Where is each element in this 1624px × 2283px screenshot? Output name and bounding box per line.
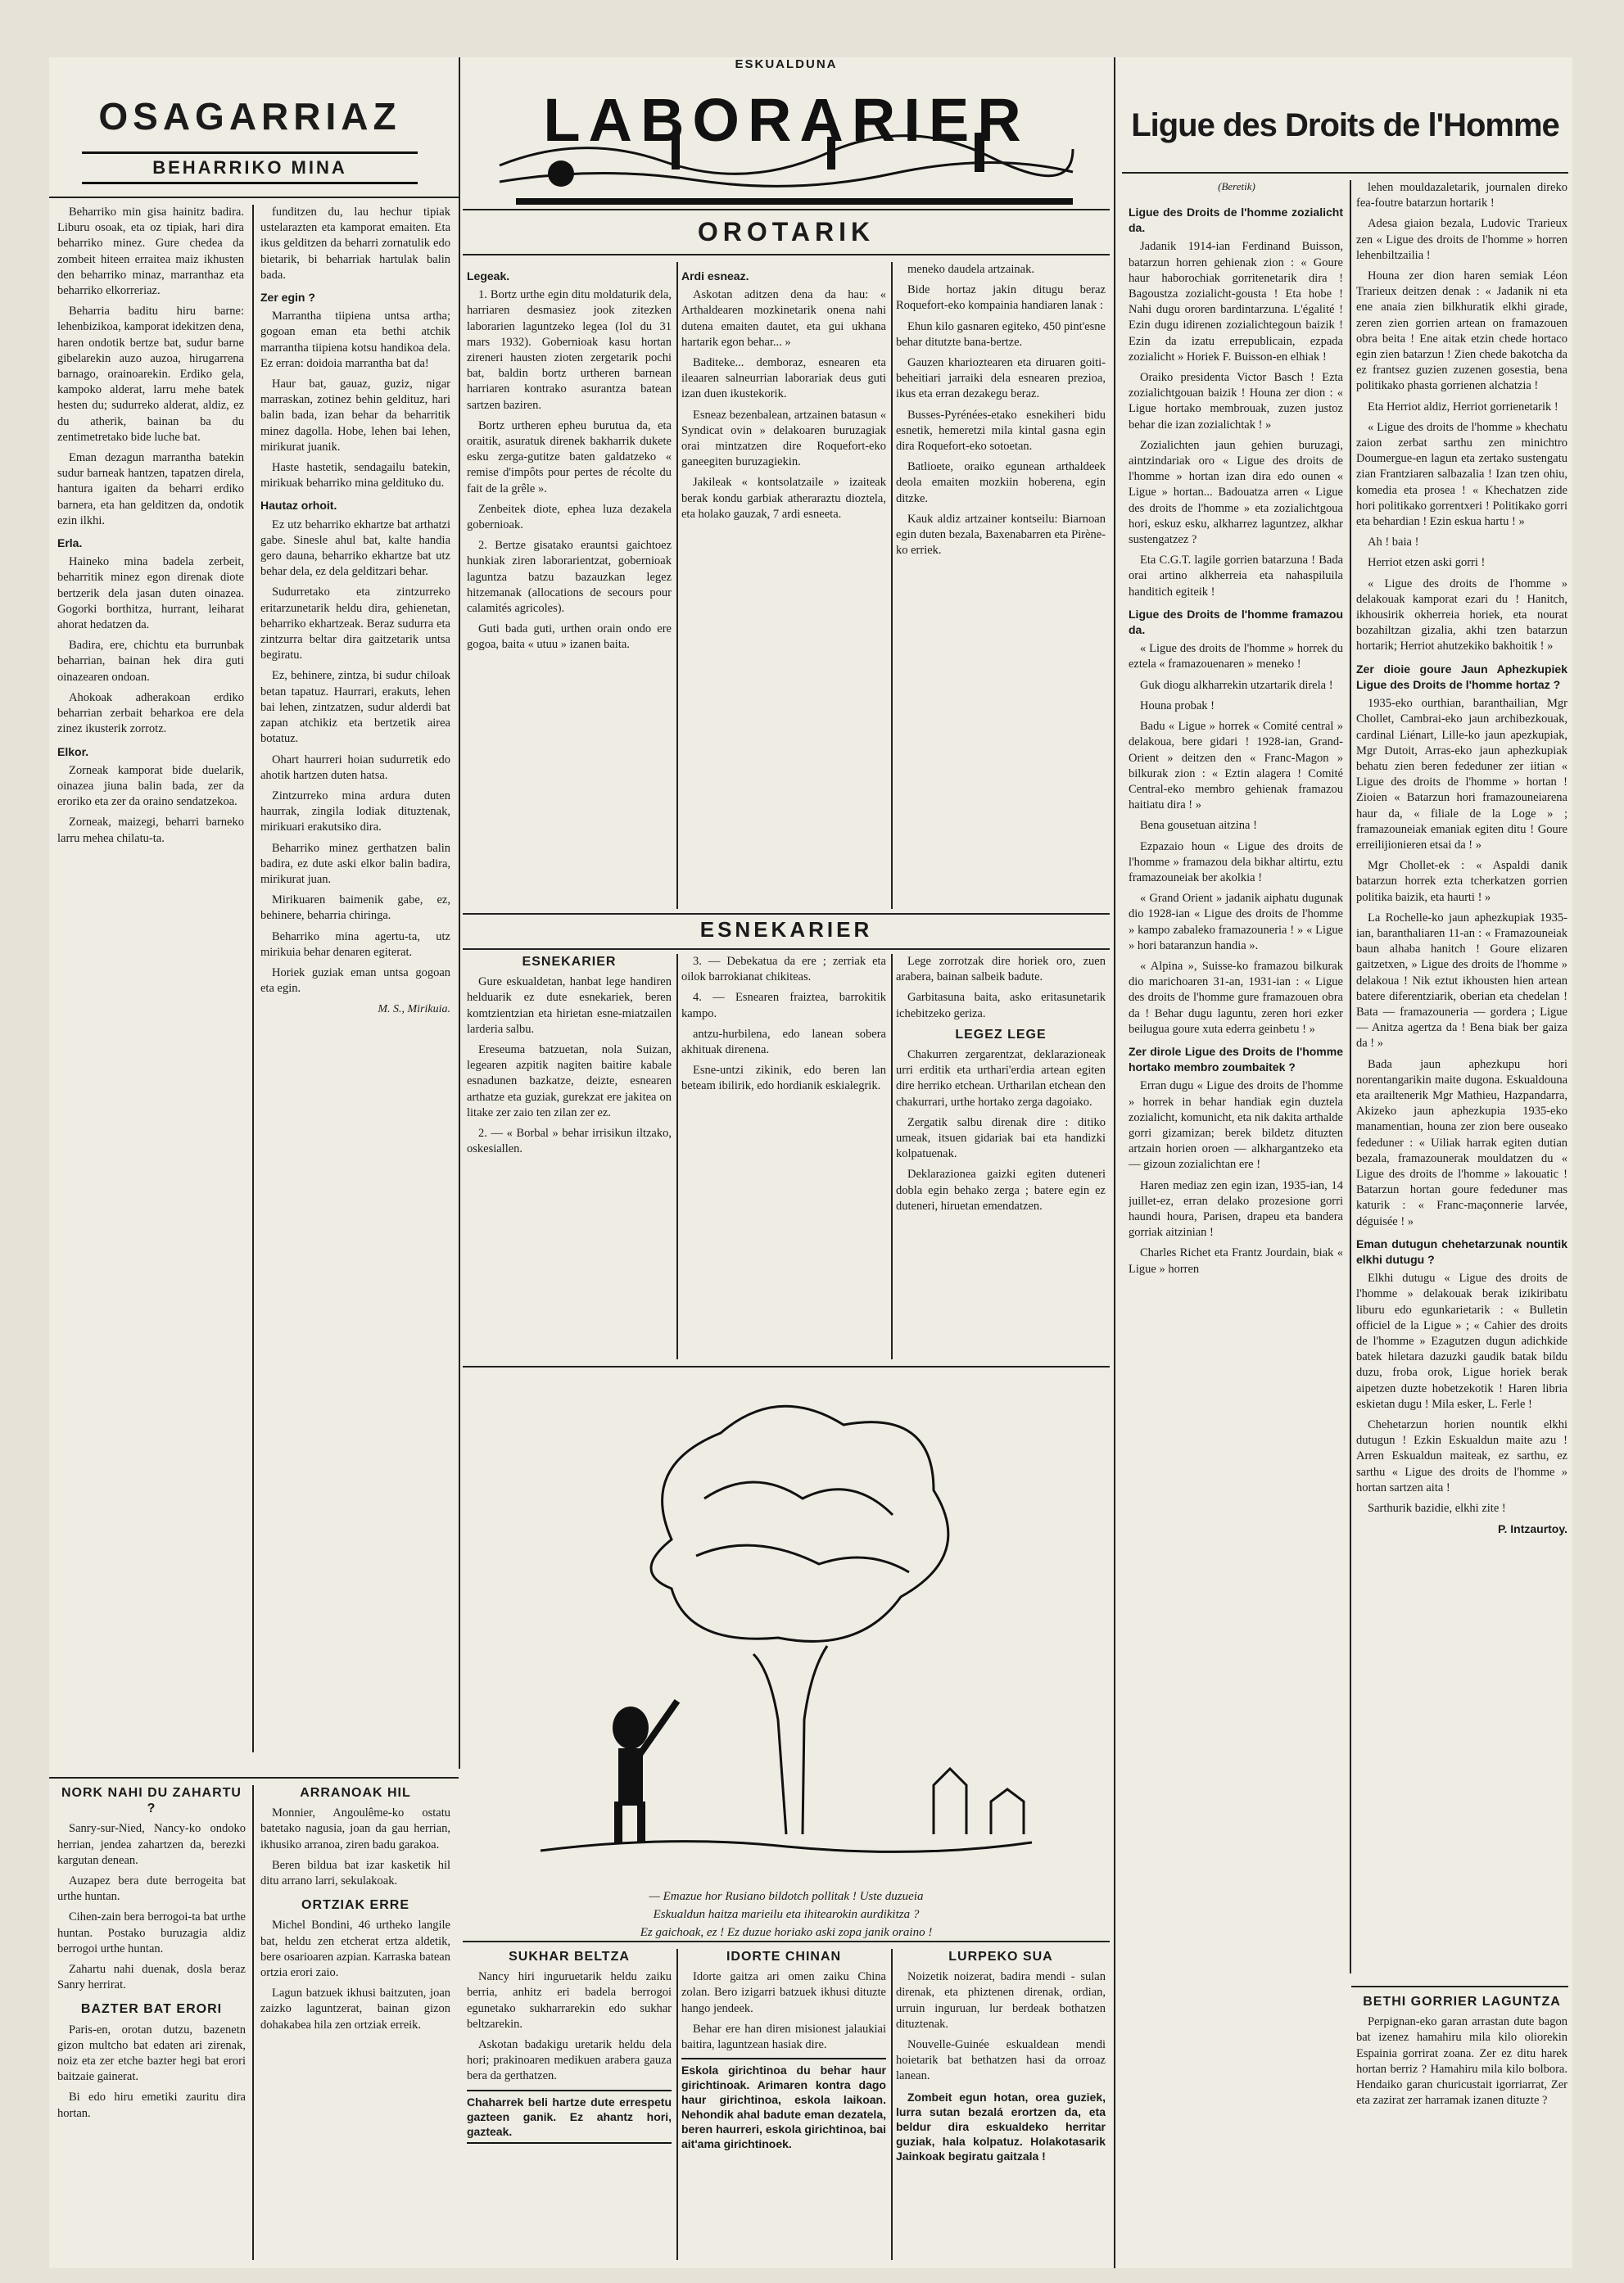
ligue-subheading: Zer dioie goure Jaun Aphezkupiek Ligue des Droits de l'homme hortaz ? [1356,662,1567,691]
paragraph: Badira, ere, chichtu eta burrunbak beharrian, bainan hek dira guti oinazearen ondoan. [57,639,244,684]
legeak-heading: Legeak. [467,269,510,283]
paragraph: Beren bildua bat izar kasketik hil ditu arrano larri, sekulakoak. [260,1858,450,1888]
paragraph: lehen mouldazaletarik, journalen direko fea-foutre batarzun hortarik ! [1356,181,1567,210]
paragraph: Gauzen kharioztearen eta diruaren goiti-beheitiari jarraiki dela esnearen prezioa, ikus eta erran dezakegu beraz. [896,356,1106,401]
idorte-note: Eskola girichtinoa du behar haur girichtinoak. Arimaren kontra dago haur girichtinoa, eskola laikoan. Nehondik ahal badute eman dezatela, beren haurreri, eskola girichtinoa, bai ait'ama girichtinoek. [681,2058,886,2151]
paragraph: Perpignan-eko garan arrastan dute bagon bat izenez hamahiru mila kilo oliorekin Espainia gorrirat zoana. Zer ez ditu harek hortan berriz ? Hamahiru mila kilo bolbora. Hendaiko garan churicustait igorriarrat, Zer eta zazirat zer harramak izanen dituzte ? [1356,2015,1567,2108]
paper-name: ESKUALDUNA [735,57,838,71]
paragraph: Charles Richet eta Frantz Jourdain, biak « Ligue » horren [1129,1246,1343,1276]
paragraph: Marrantha tiipiena untsa artha; gogoan eman eta bethi atchik marrantha tiipiena kotsu handikoa dela. Ez erran: doidoia marrantha bat da! [260,310,450,370]
legez-lege-heading: LEGEZ LEGE [955,1027,1047,1042]
paragraph: Michel Bondini, 46 urtheko langile bat, heldu zen etcherat ertza aldetik, bere osarioaren azpian. Karraska batean ortzia erori zaio. [260,1919,450,1980]
paragraph: Mgr Chollet-ek : « Aspaldi danik batarzun horrek ezta tcherkatzen gorrien politika baizik, eta haurti ! » [1356,859,1567,904]
paragraph: Ez, behinere, zintza, bi sudur chiloak betan tapatuz. Haurrari, erakuts, lehen bai lehen, zintzatzen, sudur alderdi bat zapan atchikiz eta bertzetik airea botatuz. [260,669,450,746]
paragraph: Bide hortaz jakin ditugu beraz Roquefort-eko kompainia handiaren lanak : [896,283,1106,313]
paragraph: Beharriko minez gerthatzen balin badira, ez dute aski elkor balin badira, mirikurat juan. [260,841,450,886]
bethi-gorrier-column [1356,1994,1567,2256]
ligue-subheading: Eman dutugun chehetarzunak nountik elkhi dutugu ? [1356,1236,1567,1266]
paragraph: Zintzurreko mina ardura duten haurrak, zingila lodiak dituztenak, mirikuari erakutsiko dira. [260,789,450,834]
osagarriaz-subtitle: BEHARRIKO MINA [82,151,418,184]
paragraph: Beharriko min gisa hainitz badira. Liburu osoak, eta oz tipiak, hari dira beharriko minez. Gure chedea da zombeit hiteen erraitea maiz ikhusten den beharriko minaz, marranthaz eta beharriko elkorreriaz. [57,206,244,298]
ligue-subheading: Ligue des Droits de l'homme framazou da. [1129,607,1343,637]
paragraph: Haren mediaz zen egin izan, 1935-ian, 14 juillet-ez, erran delako prozesione gorri haundi houra, Parisen, drapeu eta bandera gorriak aitzinian ! [1129,1178,1343,1240]
paragraph: Mirikuaren baimenik gabe, ez, behinere, beharria chiringa. [260,893,450,923]
laborarier-banner [483,75,1089,206]
paragraph: Paris-en, orotan dutzu, bazenetn gizon multcho bat edaten ari zirenak, noiz eta zer etche bazter hegi bat erori baitzaie gainerat. [57,2023,246,2084]
paragraph: Ezpazaio houn « Ligue des droits de l'homme » framazou dela bikhar altirtu, eztu framazouneiak ber akolkia ! [1129,839,1343,884]
signature: M. S., Mirikuia. [378,1003,450,1016]
lurpeko-column [896,1949,1106,2260]
arranoak-heading: ARRANOAK HIL [300,1786,411,1800]
paragraph: Garbitasuna baita, asko eritasunetarik ichebitzeko geriza. [896,991,1106,1020]
paragraph: Esneaz bezenbalean, artzainen batasun « Syndicat ovin » delakoaren buruzagiak orai mintzatzen dire Roquefort-eko ganeegiten buruzagiekin. [681,408,886,469]
nork-heading: NORK NAHI DU ZAHARTU ? [61,1786,242,1816]
paragraph: Zorneak, maizegi, beharri barneko larru mehea chilatu-ta. [57,816,244,845]
paragraph: Ehun kilo gasnaren egiteko, 450 pint'esne behar ditutzte bana-bertze. [896,319,1106,349]
paragraph: Eman dezagun marrantha batekin sudur barneak hantzen, tapatzen direla, hantura igaiten da beharri erdiko barnera, eta han gelditzen da, ondotik ezin ilkhi. [57,451,244,527]
esnekarier-column-2 [681,954,886,1359]
caption-line: Eskualdun haitza marieilu eta ihitearokin aurdikitza ? [653,1908,920,1921]
paragraph: Guk diogu alkharrekin utzartarik direla ! [1140,678,1333,692]
paragraph: Badu « Ligue » horrek « Comité central » delakoua, bere gidari ! 1928-ian, Grand-Orient » deitzen den « Franc-Magon » bilkurak zion : « Eztin alagera ! Comité Central-eko membro gehienak framazou haitiatu dira ! » [1129,720,1343,812]
paragraph: Lagun batzuek ikhusi baitzuten, joan zaizko laguntzerat, bainan gizon dohakabea hila zen ortziak erreik. [260,1987,450,2032]
paragraph: Ereseuma batzuetan, nola Suizan, legearen azpitik nagiten baitire kabale esnadunen bazkatze, deizte, esnearen arthatze eta guziak, gurekzat ere jakitea on litake zer zaio ten zilan zer ez. [467,1043,672,1119]
sukhar-heading: SUKHAR BELTZA [509,1950,630,1964]
paragraph: Noizetik noizerat, badira mendi - sulan direnak, eta phiztenen direnak, ordian, urruin inguruan, lur berdeak bothatzen dituztenak. [896,1970,1106,2031]
paragraph: « Ligue des droits de l'homme » horrek du eztela « framazouenaren » meneko ! [1129,642,1343,671]
paragraph: Zozialichten jaun gehien buruzagi, aintzindariak oro « Ligue des droits de l'homme » hortan izan dira edo ounen « Ligue » hortan... Badouatza arren « Ligue des droits de l'homme » eta zozialichtgoua hori, eskuz esku, alkharrez laguntzez, alkhar sustengatzez ? [1129,438,1343,547]
erla-heading: Erla. [57,536,83,550]
esnekarier-column-3 [896,954,1106,1359]
paragraph: 2. Bertze gisatako erauntsi gaichtoez hunkiak ziren laborarientzat, gobernioak laguntza batzu bazauzkan legez hitzemanak (allocations de secours pour calamités agricoles). [467,539,672,616]
paragraph: Houna probak ! [1140,698,1215,712]
ligue-column-1 [1129,198,1343,1975]
caricature-illustration [508,1376,1065,1883]
paragraph: Zergatik salbu direnak dire : ditiko umeak, itsuen gidariak bai eta handizki kolpatuenak. [896,1115,1106,1161]
paragraph: 1. Bortz urthe egin ditu moldaturik dela, harriaren desmasiez jook zitezken laborarien laguntzeko legea (Iol du 31 mars 1932). Gobernioak kasu hortan zireneri hausten zioten zergetarik pochi bat, baldin bortz urtheren barnean harriaren kontrako asurantza batean sartzen baziren. [467,288,672,412]
paragraph: Sudurretako eta zintzurreko eritarzunetarik heldu dira, gehienetan, beharriko ekhartzeak. Beraz sudurra eta zintzurra beltar dira gaitzetarik untsa begiratu. [260,585,450,662]
paragraph: Oraiko presidenta Victor Basch ! Ezta zozialichtgouan baizik ! Houna zer dion : « Ligue hortako membrouak, zuzen justoz behar die izan zozialichtak ! » [1129,371,1343,432]
esnekarier-column-1 [467,954,672,1359]
ligue-title: Ligue des Droits de l'Homme [1131,107,1559,143]
ortziak-heading: ORTZIAK ERRE [301,1898,409,1913]
paragraph: Behar ere han diren misionest jalaukiai baitira, laguntzean hasiak dire. [681,2022,886,2052]
paragraph: Houna zer dion haren semiak Léon Trarieux deitzen denak : « Jadanik ni eta ene anaia zien bilkhuratik elkhi girade, zeren zien gorrien artean on framazouen obra beita ! Ene aitak etzin chede hortaco egin zien batarzun ! Zien chede bakotcha da ez frantsez guzien zuzenen gosestia, bena politikako phasta gorrienen alchatzia ! [1356,269,1567,393]
osagarriaz-column-2 [260,205,450,1752]
paragraph: Eta Herriot aldiz, Herriot gorrienetarik ! [1368,400,1558,414]
paragraph: Herriot etzen aski gorri ! [1368,556,1486,570]
paragraph: Beharria baditu hiru barne: lehenbizikoa, kamporat idekitzen dena, haren ondotik bertze bat, sudur barne gibelarekin auzo auzoa, hirugarrena barnago, orainoarekin. Erdiko gela, kampoko alderat, larru mehe batek hesten du; sudurreko alderat, aldiz, ez du atherik, bainan ba du zentimetretako bide luche bat. [57,305,244,444]
paragraph: Ahokoak adherakoan erdiko beharrian zerbait beharkoa ere dela zinez ikusterik zorrotz. [57,690,244,736]
paragraph: Guti bada guti, urthen orain ondo ere gogoa, baita « utuu » izanen baita. [467,622,672,652]
paragraph: meneko daudela artzainak. [907,263,1034,276]
ligue-byline: (Beretik) [1218,180,1255,192]
paragraph: Chehetarzun horien nountik elkhi dutugun ! Ezkin Eskualdun maite azu ! Arren Eskualdun maiteak, ez sarthu, ez sarthu « Ligue des droits de l'homme » hortan sartzen aita ! [1356,1418,1567,1494]
paragraph: Bortz urtheren epheu burutua da, eta oraitik, asuratuk direnek bakharrik dukete esku zerga-gutitze baten galdatzeko « remise d'impôts pour pertes de récolte du fait de la grêle ». [467,418,672,495]
paragraph: Ah ! baia ! [1368,536,1419,549]
idorte-column [681,1949,886,2260]
paragraph: Nancy hiri inguruetarik heldu zaiku berria, anhitz eri badela berrogoi egunetako sukharrarekin edo sukhar beltzarekin. [467,1970,672,2031]
paragraph: Zombeit egun hotan, orea guziek, lurra sutan bezalá erortzen da, eta beldur dira eskualdeko herritar guziak, hala kolpatuz. Holakotasarik Jainkoak begiratu gaitzala ! [896,2090,1106,2163]
paragraph: Cihen-zain bera berrogoi-ta bat urthe huntan. Postako buruzagia aldiz berrogoi urthe huntan. [57,1910,246,1955]
paragraph: Bena gousetuan aitzina ! [1140,819,1257,833]
paragraph: La Rochelle-ko jaun aphezkupiak 1935-ian, baranthaliaren 11-an : « Framazouneiak baun alhaba hanitch ! Goure elizaren gaitzetxen, » Ligue des droits de l'homme » delakoua ! Nik eztut ikhousten hien artean batere diferentziarik, oberian eta chedelan ! Bata — framazouneria — gordera ; Ligue — Anitza agertza da ! Bena biak ber gaiza da ! » [1356,911,1567,1051]
ligue-subheading: Ligue des Droits de l'homme zozialicht da. [1129,206,1343,235]
sukhar-column [467,1949,672,2260]
paragraph: Idorte gaitza ari omen zaiku China zolan. Bero izigarri batzuek ikhusi dituzte hango jendeek. [681,1970,886,2015]
paragraph: Nouvelle-Guinée eskualdean mendi hoietarik bat bethatzen hasi da orroaz lanean. [896,2038,1106,2083]
bottom-column-1 [57,1785,246,2260]
paragraph: Zahartu nahi duenak, dosla beraz Sanry herrirat. [57,1963,246,1992]
paragraph: Deklarazionea gaizki egiten duteneri dobla egin behako zerga ; batere egin ez duteneri, hiruetan emendatzen. [896,1168,1106,1213]
legeak-column [467,262,672,909]
ligue-column-2 [1356,180,1567,1973]
paragraph: « Ligue des droits de l'homme » delakouak kamporat ezari du ! Hanitch, ikhousirik okherreia horiek, eta nourat bozahiltzan gizalia, akhi tzen batarzun hortarik; Herriot ahutzekiko bakhoitik ! » [1356,576,1567,653]
paragraph: Zorneak kamporat bide duelarik, oinazea jiuna balin bada, zer da eroriko eta zer da oraino sendatzekoa. [57,763,244,809]
paragraph: Auzapez bera dute berrogeita bat urthe huntan. [57,1874,246,1904]
paragraph: Baditeke... demboraz, esnearen eta ileaaren salneurrian laborariak deus guti izan duen ikustekorik. [681,356,886,401]
osagarriaz-column-1 [57,205,244,1752]
paragraph: Eta C.G.T. lagile gorrien batarzuna ! Bada orai artino alkherreia eta nahaspiluila handitich egiteik ! [1129,554,1343,599]
laborarier-title: LABORARIER [543,86,1029,154]
paragraph: 4. — Esnearen fraiztea, barrokitik kampo. [681,991,886,1020]
paragraph: Bada jaun aphezkupu hori norentangarikin maite dugona. Eskualdouna eta arailtenerik Mgr Mathieu, Hazpandarra, Akizeko jaun aphezkupia 1935-eko manamentian, houna zer zion bere ouseako fededuner : « Uiliak harrak egiten dutian bezala, framazounerak mouldatzen du « Ligue des droits de l'homme » lakouatic ! Batarzun hortan goure fededuner mas katurik : « Franc-maçonnerie larvée, déguisée ! » [1356,1057,1567,1228]
paragraph: antzu-hurbilena, edo lanean sobera akhituak direnena. [681,1027,886,1057]
paragraph: Zenbeitek diote, ephea luza dezakela gobernioak. [467,502,672,532]
newspaper-page [49,57,1572,2268]
hautaz-heading: Hautaz orhoit. [260,499,337,513]
esnekarier-small-heading: ESNEKARIER [522,955,617,969]
paragraph: Batlioete, oraiko egunean arthaldeek deola emaiten mozkiin hoberena, egin ditzke. [896,460,1106,505]
paragraph: Adesa giaion bezala, Ludovic Trarieux zen « Ligue des droits de l'homme » horren lehenbiltzailia ! [1356,217,1567,262]
paragraph: Busses-Pyrénées-etako esnekiheri bidu esnetik, hemeretzi mila kintal gasna egin dira Roquefort-eko sotoetan. [896,408,1106,454]
paragraph: Askotan aditzen dena da hau: « Arthaldearen mozkinetarik onena nahi dutena emaiten dautet, eta gui ukhana hartarik egon behar... » [681,288,886,349]
paragraph: Lege zorrotzak dire horiek oro, zuen arabera, bainan salbeik badute. [896,955,1106,984]
orotarik-title: OROTARIK [697,217,875,246]
esnekarier-title: ESNEKARIER [699,917,873,942]
paragraph: Monnier, Angoulême-ko ostatu batetako nagusia, joan da gau herrian, ikhusiko arranoa, ziren badu garakoa. [260,1806,450,1851]
paragraph: « Grand Orient » jadanik aiphatu dugunak dio 1928-ian « Ligue des droits de l'homme » kampo zabaleko framazouneria ! » « Ligue » hori bataranzun handia ». [1129,892,1343,952]
tree-with-axeman-drawing [508,1376,1065,1883]
paragraph: 2. — « Borbal » behar irrisikun iltzako, oskesiallen. [467,1127,672,1156]
paragraph: Haur bat, gauaz, guziz, nigar marraskan, zotinez behin geldituz, hari balin bada, izan behar da beharritik minez dagolla. Hobe, lehen bai lehen, mirikurat juanik. [260,377,450,454]
paragraph: Jakileak « kontsolatzaile » izaiteak berak kondu garbiak atheraraztu dioztela, eta holako gauzak, 7 ardi esneeta. [681,476,886,521]
paragraph: « Alpina », Suisse-ko framazou bilkurak dio marichoaren 31-an, 1931-ian : « Ligue des droits de l'homme gure framazouen obra da ! Behar dugu laguntu, zeren hori ezker beilugua goure xuta ederra geinbetu ! » [1129,959,1343,1036]
paragraph: Askotan badakigu uretarik heldu dela hori; prakinoaren medikuen arabera gauza bera da gerthatzen. [467,2038,672,2083]
caricature-caption [463,1887,1110,1942]
paragraph: Gure eskualdetan, hanbat lege handiren helduarik ez dute esnekariek, beren komtzientzian eta hirietan esne-miatzailen larderia salbu. [467,975,672,1036]
paragraph: Elkhi dutugu « Ligue des droits de l'homme » delakouak berak izikiribatu liburu edo egunkarietarik : « Bulletin officiel de la Ligue » ; « Cahier des droits de l'homme » Ezagutzen dugun adichkide batek hiletara dazuzki gaudik batak bildu duzu, froba orok, Ligue horiek berak aipetzen duzte hobetzekotik ! Haren libria eskietan dugu ! Mila esker, L. Ferle ! [1356,1272,1567,1411]
paragraph: Ohart haurreri hoian sudurretik edo ahotik hartzen duten hatsa. [260,753,450,782]
paragraph: Sarthurik bazidie, elkhi zite ! [1368,1502,1506,1516]
bazter-heading: BAZTER BAT ERORI [80,2002,223,2017]
elkor-heading: Elkor. [57,744,89,758]
sukhar-note: Chaharrek beli hartze dute errespetu gazteen ganik. Ez ahantz hori, gazteak. [467,2090,672,2144]
caption-line: — Emazue hor Rusiano bildotch pollitak ! Uste duzueia [649,1890,924,1903]
paragraph: 1935-eko ourthian, baranthailian, Mgr Chollet, Cambrai-eko jaun archibezkouak, cardinal Liénart, Lille-ko jaun apezkupiak, Mgr Dutoit, Arras-eko jaun aphezkupiak behatu zien beren fededuner zer iitian « Ligue des droits de l'homme » hortan ! Zioien « Batarzun hori framazouneiarena haur da, « filiale de la Loge » ; framazouneiak emaniak egiten ditu ! Goure erreilijionieren etsai da ! » [1356,697,1567,852]
ardi-esneaz-heading: Ardi esneaz. [681,269,749,283]
paragraph: funditzen du, lau hechur tipiak ustelarazten eta kamporat emaiten. Eta ikus gelditzen da beharri zornatulik edo bietarik, bi beharriak hartulak balin bada. [260,206,450,282]
paragraph: Kauk aldiz artzainer kontseilu: Biarnoan egin duten bezala, Baxenabarren eta Pirène-ko erriek. [896,512,1106,558]
paragraph: Horiek guziak eman untsa gogoan eta egin. [260,965,450,996]
caption-line: Ez gaichoak, ez ! Ez duzue horiako aski zopa janik oraino ! [640,1926,933,1939]
signature: P. Intzaurtoy. [1497,1522,1567,1536]
paragraph: Haineko mina badela zerbeit, beharritik minez egon direnak diote bertzerik dela jasan duten oinazea. Gogorki borthitza, hurrant, leiharat ahorat hedatzen da. [57,555,244,632]
lurpeko-heading: LURPEKO SUA [948,1950,1053,1964]
bethi-gorrier-heading: BETHI GORRIER LAGUNTZA [1363,1995,1561,2009]
paragraph: Chakurren zergarentzat, deklarazioneak urri erditik eta urthari'erdia artean egiten dire herriko etchean. Urtharilan etchean den chakurrari, urthe hortako zerga dagoiako. [896,1048,1106,1109]
ligue-subheading: Zer dirole Ligue des Droits de l'homme hortako membro zoumbaitek ? [1129,1044,1343,1074]
ardi-esneaz-column [681,262,886,909]
idorte-heading: IDORTE CHINAN [726,1950,842,1964]
roquefort-column [896,262,1106,909]
paragraph: 3. — Debekatua da ere ; zerriak eta oilok barrokianat chikiteas. [681,955,886,984]
paragraph: Sanry-sur-Nied, Nancy-ko ondoko herrian, jendea zahartzen da, berezki kargutan denean. [57,1822,246,1867]
paragraph: Beharriko mina agertu-ta, utz mirikuia behar denaren egiterat. [260,929,450,959]
osagarriaz-title: OSAGARRIAZ [98,95,401,138]
paragraph: « Ligue des droits de l'homme » khechatu zaion zerbat sarthu zen minichtro Doumergue-en lagun eta zertako sustengatu zian Frantziaren salbazalia ! Izan tzen ohiu, komedia eta prosea ! « Khechatzen zide hori politikako gorrentxeri ! Politikako gorri eta behardian ! Ezin eskua hartu ! » [1356,420,1567,529]
paragraph: Haste hastetik, sendagailu batekin, mirikuak beharriko mina geldituko du. [260,461,450,491]
paragraph: Ez utz beharriko ekhartze bat arthatzi gabe. Sinesle ahul bat, kalte handia gero dauna, beharriko ekhartze bat utz behar dela, ez dela gelditzari behar. [260,518,450,579]
paragraph: Esne-untzi zikinik, edo beren lan beteam ibilirik, edo hordianik eskialegrik. [681,1064,886,1093]
paragraph: Bi edo hiru emetiki zauritu dira hortan. [57,2091,246,2120]
paragraph: Erran dugu « Ligue des droits de l'homme » horrek in behar handiak egin duztela zozialicht, komunicht, eta nik dakita arthalde gorri gizamizan; berek bildetz dituzten artzain horien oroen — alkhargantzeko eta — gizoun zozialichtan ere ! [1129,1079,1343,1172]
paragraph: Jadanik 1914-ian Ferdinand Buisson, batarzun horren gehienak zion : « Goure haur haborochiak gorritenetarik dira ! Bagoustza zozialicht-gousta ! Eta hobe ! Nahi dugu ororen bardintarzuna. L'égalité ! Ezin dugu idirenen zozialichtegoun baizik ! Ezin da izatu errepublicain, ezpada zozialicht » Horiek F. Buisson-en elhiak ! [1129,240,1343,364]
zer-egin-heading: Zer egin ? [260,291,315,305]
bottom-column-2 [260,1785,450,2260]
